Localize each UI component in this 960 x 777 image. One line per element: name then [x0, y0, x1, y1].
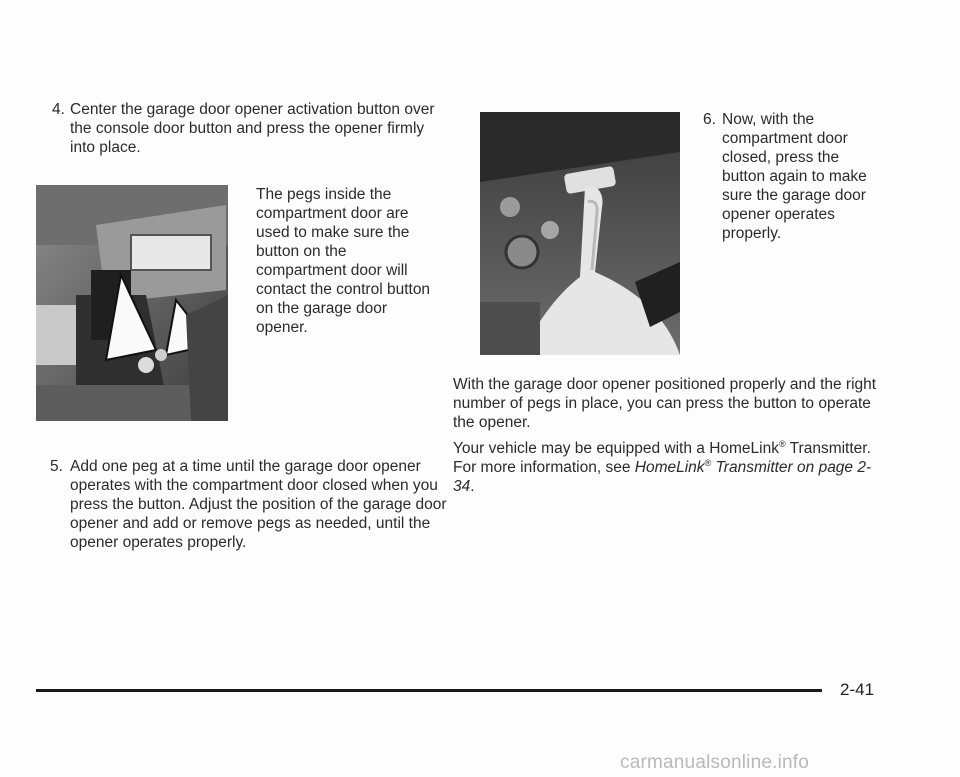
step-6-text: Now, with the compartment door closed, press the button again to make sure the garage door opener operates properly. — [722, 111, 867, 242]
footer-rule — [36, 689, 822, 692]
registered-mark: ® — [778, 438, 786, 449]
step-5-number: 5. — [50, 458, 63, 475]
pegs-photo-illustration — [36, 185, 228, 421]
step-5-text: Add one peg at a time until the garage door opener operates with the compartment door closed when you press the button. Adjust the position of the garage door opener and add or remove pegs as needed, until the opener operates properly. — [70, 458, 447, 551]
registered-mark-ref: ® — [704, 457, 712, 468]
homelink-text-end: . — [470, 478, 475, 495]
page-number: 2-41 — [840, 680, 875, 699]
homelink-text-mid: Transmitter. For more information, see — [453, 440, 871, 476]
positioned-properly-paragraph: With the garage door opener positioned properly and the right number of pegs in place, you can press the button to operate the opener. — [453, 376, 877, 431]
homelink-text-before: Your vehicle may be equipped with a HomeLink — [453, 440, 779, 457]
step-4-text: Center the garage door opener activation button over the console door button and press the opener firmly into place. — [70, 101, 435, 156]
watermark: carmanualsonline.info — [620, 752, 810, 773]
garage-opener-pegs-photo — [36, 185, 228, 421]
pegs-caption: The pegs inside the compartment door are used to make sure the button on the compartment door will contact the control button on the garage door opener. — [256, 186, 431, 336]
homelink-ref-page: Transmitter on page 2-34 — [453, 459, 872, 495]
homelink-paragraph — [453, 439, 883, 496]
step-4-number: 4. — [52, 101, 65, 118]
homelink-ref-name: HomeLink — [634, 459, 705, 476]
press-photo-illustration — [480, 112, 680, 355]
step-6-number: 6. — [703, 111, 716, 128]
finger-pressing-button-photo — [480, 112, 680, 355]
